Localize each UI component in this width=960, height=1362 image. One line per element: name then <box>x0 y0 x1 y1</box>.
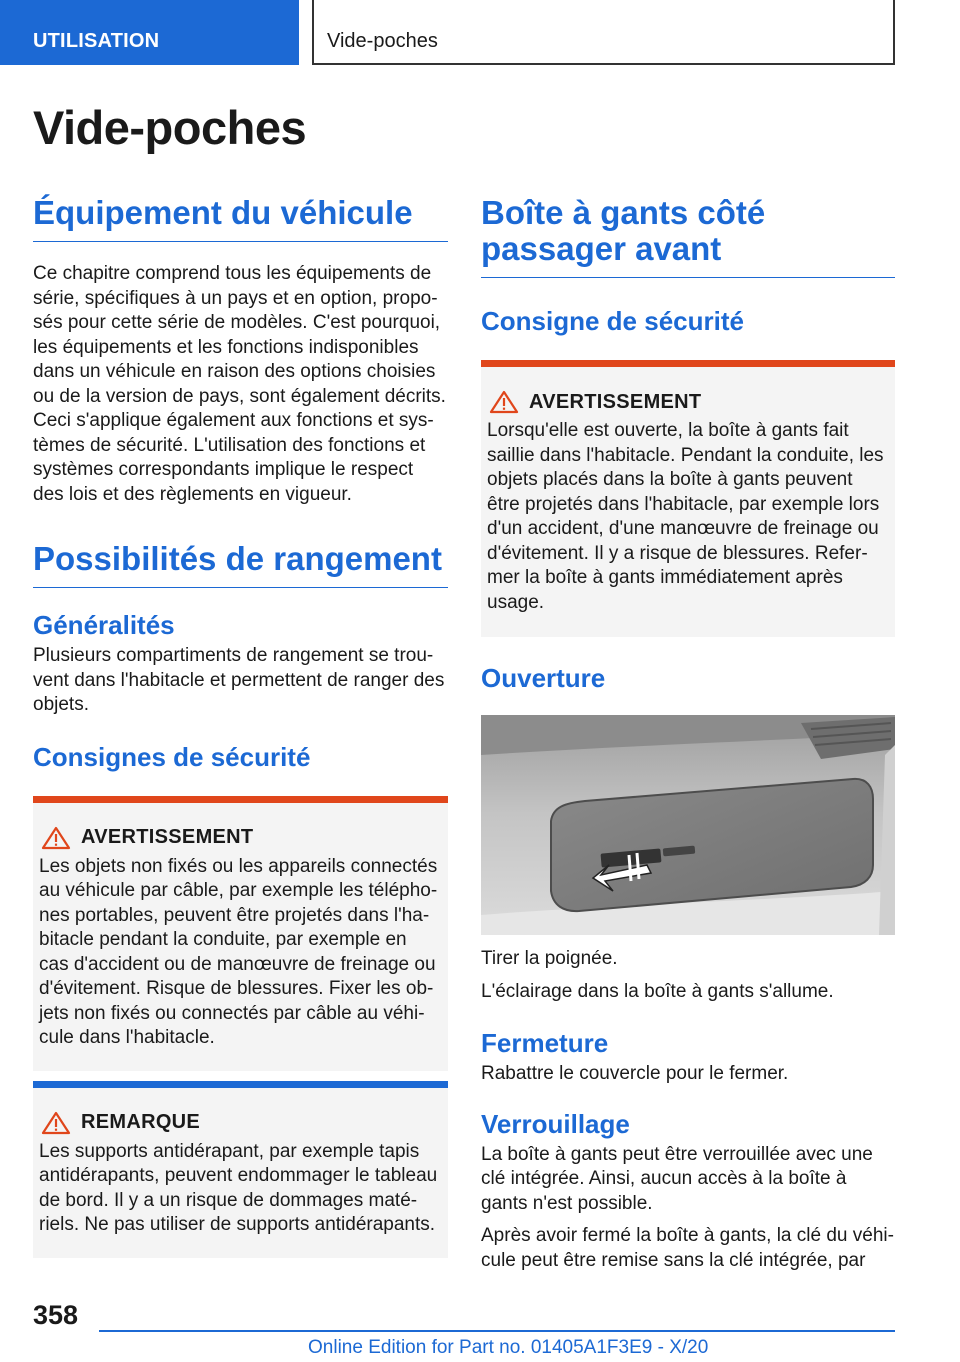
right-column <box>481 190 895 1273</box>
warning-label: AVERTISSEMENT <box>81 826 254 848</box>
warning-triangle-icon <box>41 826 71 850</box>
heading-storage: Possibilités de rangement <box>33 541 448 588</box>
heading-closing: Fermeture <box>481 1028 609 1058</box>
heading-safety-note: Consigne de sécurité <box>481 306 744 336</box>
page-number: 358 <box>33 1300 79 1330</box>
heading-locking: Verrouillage <box>481 1108 630 1139</box>
warning-triangle-icon <box>41 1111 71 1135</box>
warning-box-glovebox <box>481 360 895 637</box>
note-box <box>33 1081 448 1258</box>
paragraph-locking-2: Après avoir fermé la boîte à gants, la clé du véhicule peut être remise sans la clé intégrée, par <box>481 1225 894 1271</box>
heading-general: Généralités <box>33 610 175 640</box>
paragraph-opening-2: L'éclairage dans la boîte à gants s'allume. <box>481 980 834 1002</box>
footer-divider <box>99 1330 895 1332</box>
left-column <box>33 190 448 1258</box>
topic-label: Vide-poches <box>327 30 438 52</box>
note-header <box>39 1110 440 1136</box>
note-text: Les supports antidérapant, par exemple tapis antidérapants, peuvent endommager le tableau de bord. Il y a un risque de dommages matériels. Ne pas utiliser de supports antidérapants. <box>39 1140 438 1235</box>
page-title: Vide-poches <box>33 101 307 154</box>
footer-edition: Online Edition for Part no. 01405A1F3E9 - X/20 <box>308 1337 709 1358</box>
warning-text-glovebox: Lorsqu'elle est ouverte, la boîte à gants fait saillie dans l'habitacle. Pendant la conduite, les objets placés dans la boîte à gants peuvent être projetés dans l'habitacle, par exemple lors d'un accident, d'une manœuvre de freinage ou d'évitement. Il y a risque de blessures. Refermer la boîte à gants immédiatement après usage. <box>487 420 884 613</box>
heading-equipment: Équipement du véhicule <box>33 195 448 242</box>
warning-header-glovebox <box>487 389 887 415</box>
warning-header <box>39 825 440 851</box>
heading-opening: Ouverture <box>481 663 606 693</box>
paragraph-closing: Rabattre le couvercle pour le fermer. <box>481 1063 789 1084</box>
paragraph-general: Plusieurs compartiments de rangement se trouvent dans l'habitacle et permettent de ranger des objets. <box>33 645 445 715</box>
warning-triangle-icon <box>489 390 519 414</box>
section-tab <box>0 0 299 65</box>
paragraph-equipment: Ce chapitre comprend tous les équipements de série, spécifiques à un pays et en option, proposés pour cette série de modèles. C'est pourquoi, les équipements et les fonctions indisponibles dans un véhicule en raison des options choisies ou de la version de pays, sont également décrits. Ceci s'applique également aux fonctions et systèmes de sécurité. L'utilisation des fonctions et systèmes correspondants implique le respect des lois et des règlements en vigueur. <box>33 263 446 505</box>
glovebox-photo <box>481 715 895 935</box>
warning-box <box>33 796 448 1071</box>
warning-label-glovebox: AVERTISSEMENT <box>529 390 702 413</box>
section-label: UTILISATION <box>33 30 160 52</box>
topic-box <box>312 0 895 65</box>
paragraph-locking-1: La boîte à gants peut être verrouillée avec une clé intégrée. Ainsi, aucun accès à la boîte à gants n'est possible. <box>481 1143 873 1214</box>
paragraph-opening-1: Tirer la poignée. <box>481 948 618 969</box>
heading-glovebox: Boîte à gants côté passager avant <box>481 195 895 278</box>
note-label: REMARQUE <box>81 1111 201 1133</box>
heading-safety-notes: Consignes de sécurité <box>33 741 311 772</box>
warning-text: Les objets non fixés ou les appareils connectés au véhicule par câble, par exemple les téléphones portables, peuvent être projetés dans l'habitacle pendant la conduite, par exemple en cas d'accident ou de manœuvre de freinage ou d'évitement. Risque de blessures. Fixer les objets non fixés ou connectés par câble au véhicule dans l'habitacle. <box>39 855 438 1048</box>
